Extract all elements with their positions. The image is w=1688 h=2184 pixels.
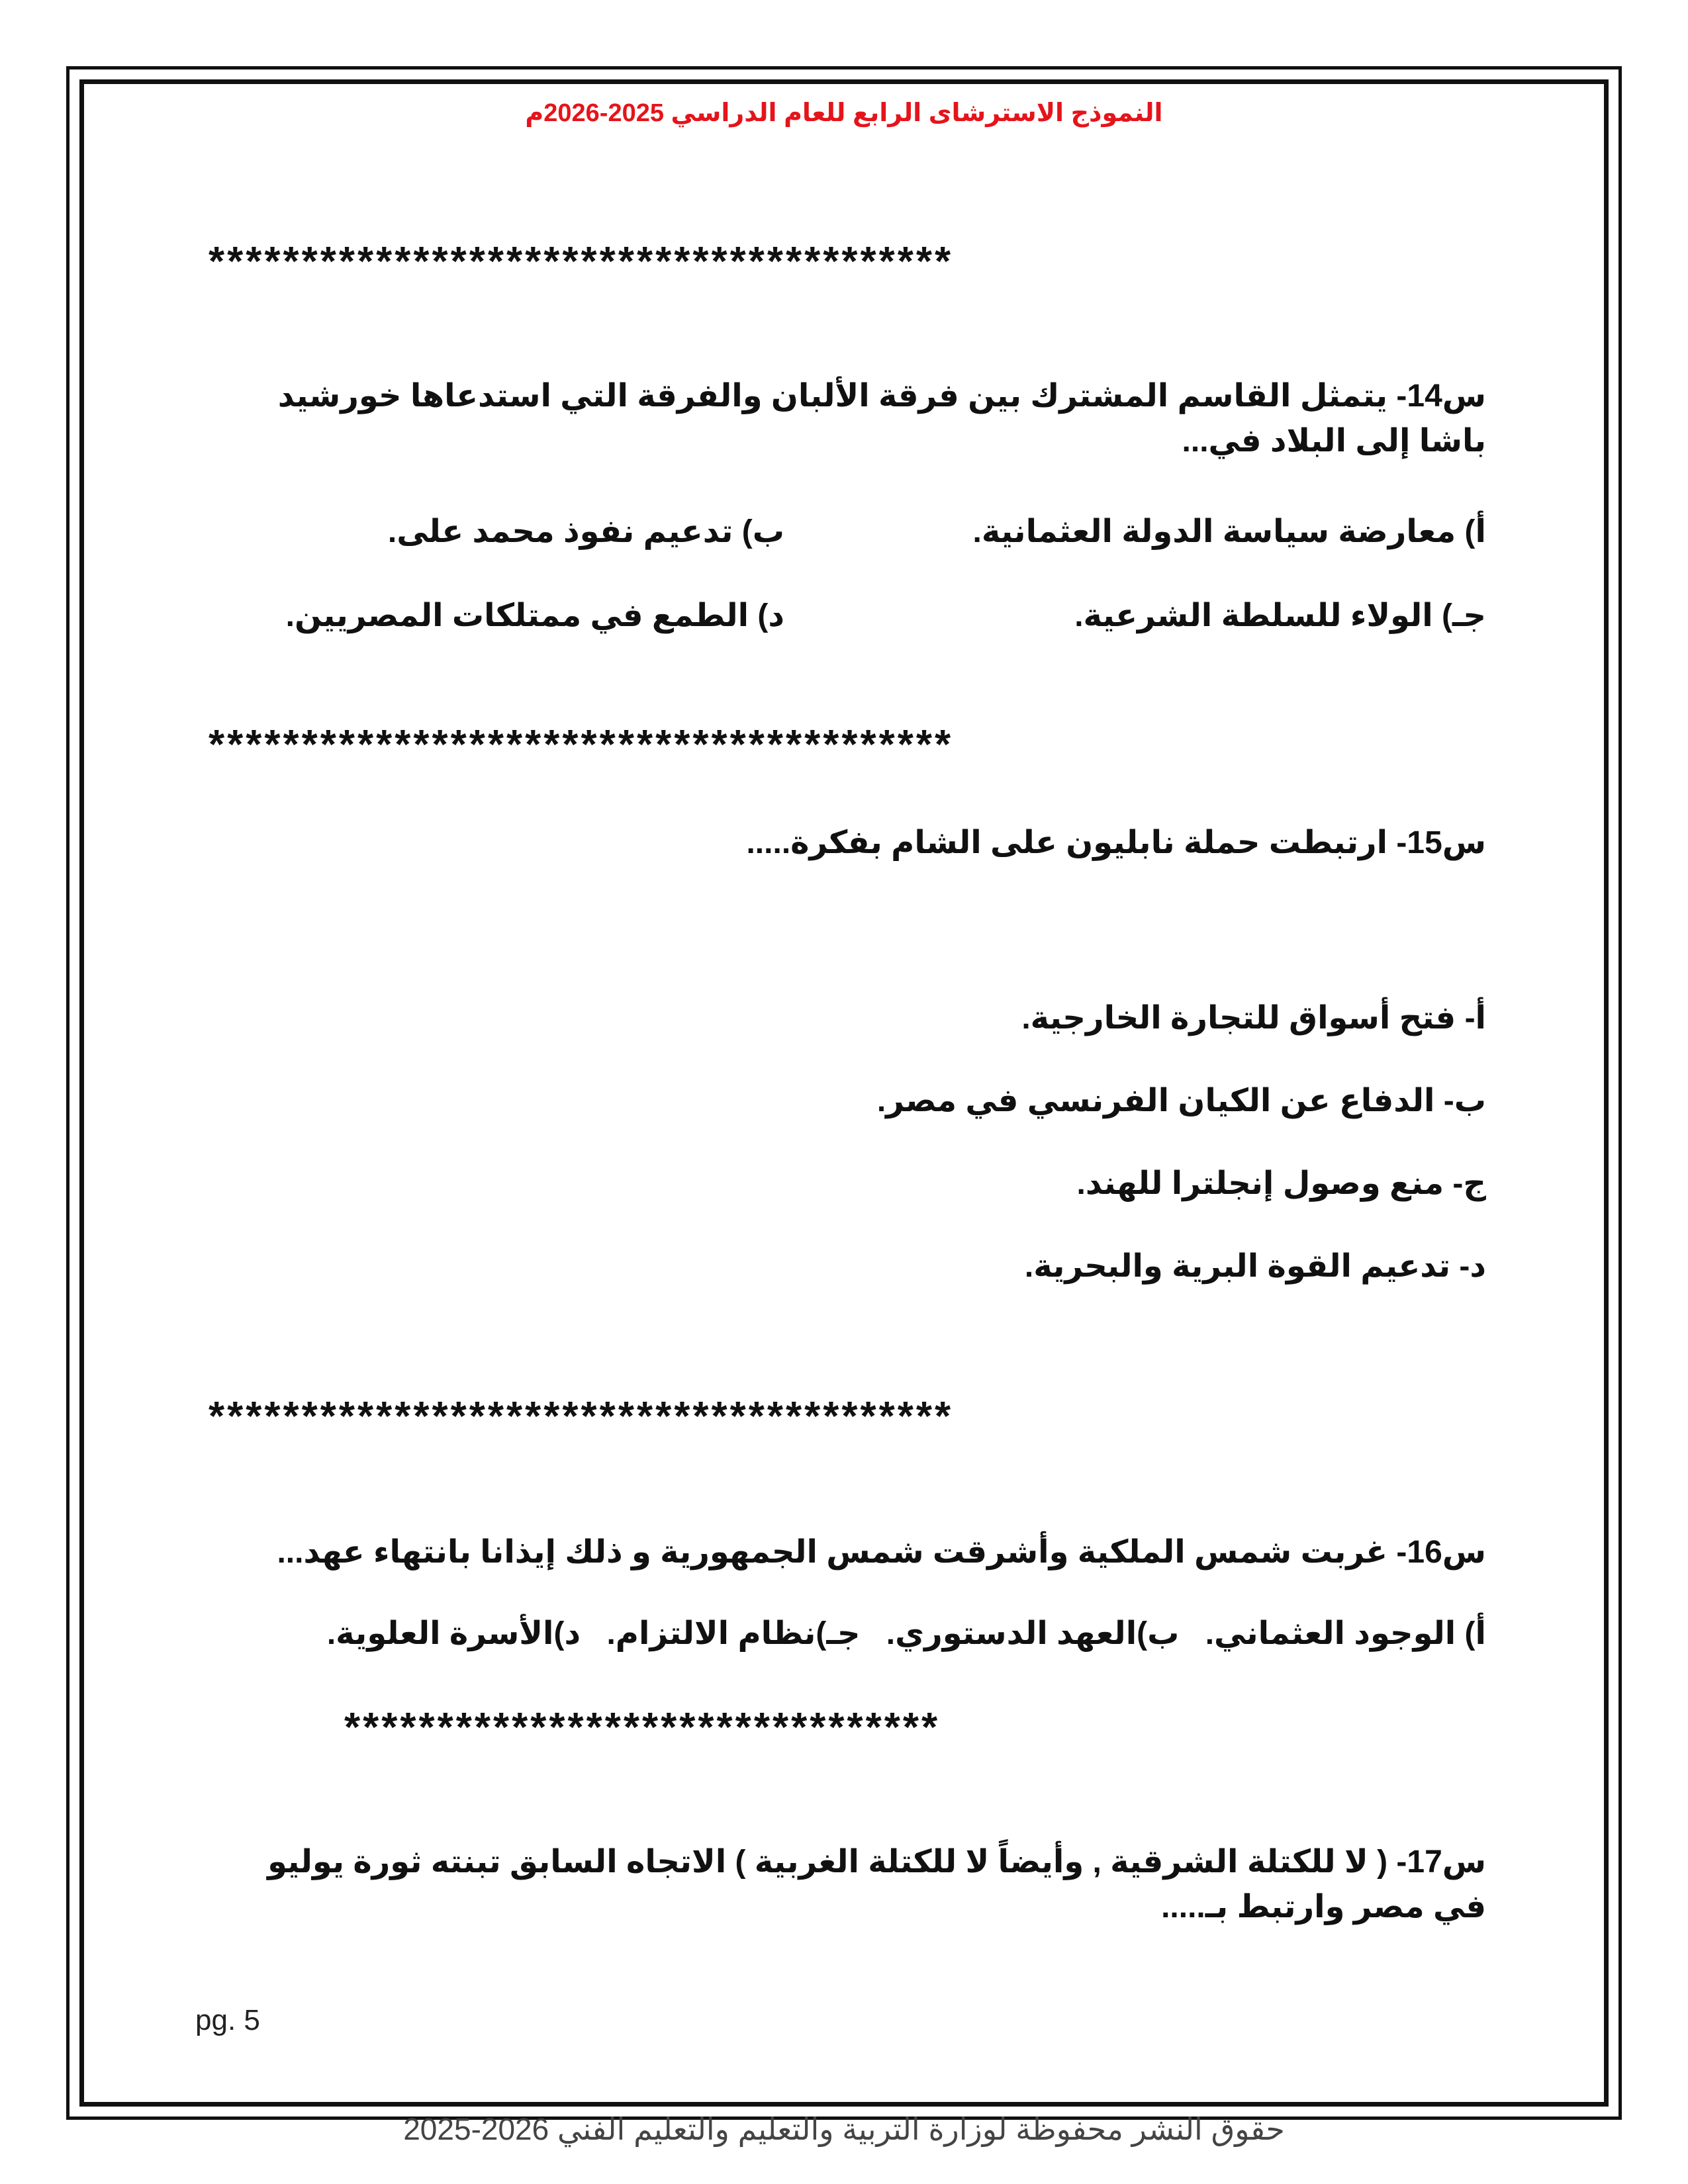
q16-option-c[interactable]: جـ)نظام الالتزام. <box>606 1616 861 1651</box>
copyright-footer: حقوق النشر محفوظة لوزارة التربية والتعليم والتعليم الفني 2026-2025 <box>403 2112 1285 2146</box>
question-17-text: س17- ( لا للكتلة الشرقية , وأيضاً لا للكتلة الغربية ) الاتجاه السابق تبنته ثورة يوليو في مصر وارتبط بـ..... <box>267 1844 1486 1925</box>
q15-option-a[interactable]: أ- فتح أسواق للتجارة الخارجية. <box>1021 1001 1486 1036</box>
separator-stars-short: ******************************** <box>344 1705 941 1751</box>
q16-option-b[interactable]: ب)العهد الدستوري. <box>886 1616 1180 1651</box>
q14-option-c[interactable]: جـ) الولاء للسلطة الشرعية. <box>1074 598 1486 633</box>
question-14-options-row-1 <box>255 513 1486 559</box>
q15-option-c[interactable]: ج- منع وصول إنجلترا للهند. <box>1076 1166 1486 1201</box>
q14-option-d[interactable]: د) الطمع في ممتلكات المصريين. <box>285 598 784 633</box>
q16-option-d[interactable]: د)الأسرة العلوية. <box>326 1616 581 1651</box>
page-number: pg. 5 <box>195 2004 260 2036</box>
question-14-options-row-2 <box>255 597 1486 643</box>
q15-option-d[interactable]: د- تدعيم القوة البرية والبحرية. <box>1024 1249 1486 1284</box>
question-15-text: س15- ارتبطت حملة نابليون على الشام بفكرة..... <box>746 825 1486 860</box>
question-14-text: س14- يتمثل القاسم المشترك بين فرقة الألبان والفرقة التي استدعاها خورشيد باشا إلى البلاد في... <box>277 379 1486 459</box>
q14-option-a[interactable]: أ) معارضة سياسة الدولة العثمانية. <box>972 514 1486 549</box>
question-16-text: س16- غربت شمس الملكية وأشرقت شمس الجمهورية و ذلك إيذانا بانتهاء عهد... <box>277 1535 1486 1570</box>
q16-option-a[interactable]: أ) الوجود العثماني. <box>1205 1616 1486 1651</box>
exam-header-title: النموذج الاسترشاى الرابع للعام الدراسي 2025-2026م <box>525 99 1163 127</box>
q14-option-b[interactable]: ب) تدعيم نفوذ محمد على. <box>387 514 784 549</box>
q15-option-b[interactable]: ب- الدفاع عن الكيان الفرنسي في مصر. <box>876 1083 1486 1118</box>
separator-stars: **************************************** <box>209 722 954 768</box>
separator-stars: **************************************** <box>209 239 954 285</box>
separator-stars: **************************************** <box>209 1394 954 1439</box>
question-16-options <box>310 1615 1486 1652</box>
